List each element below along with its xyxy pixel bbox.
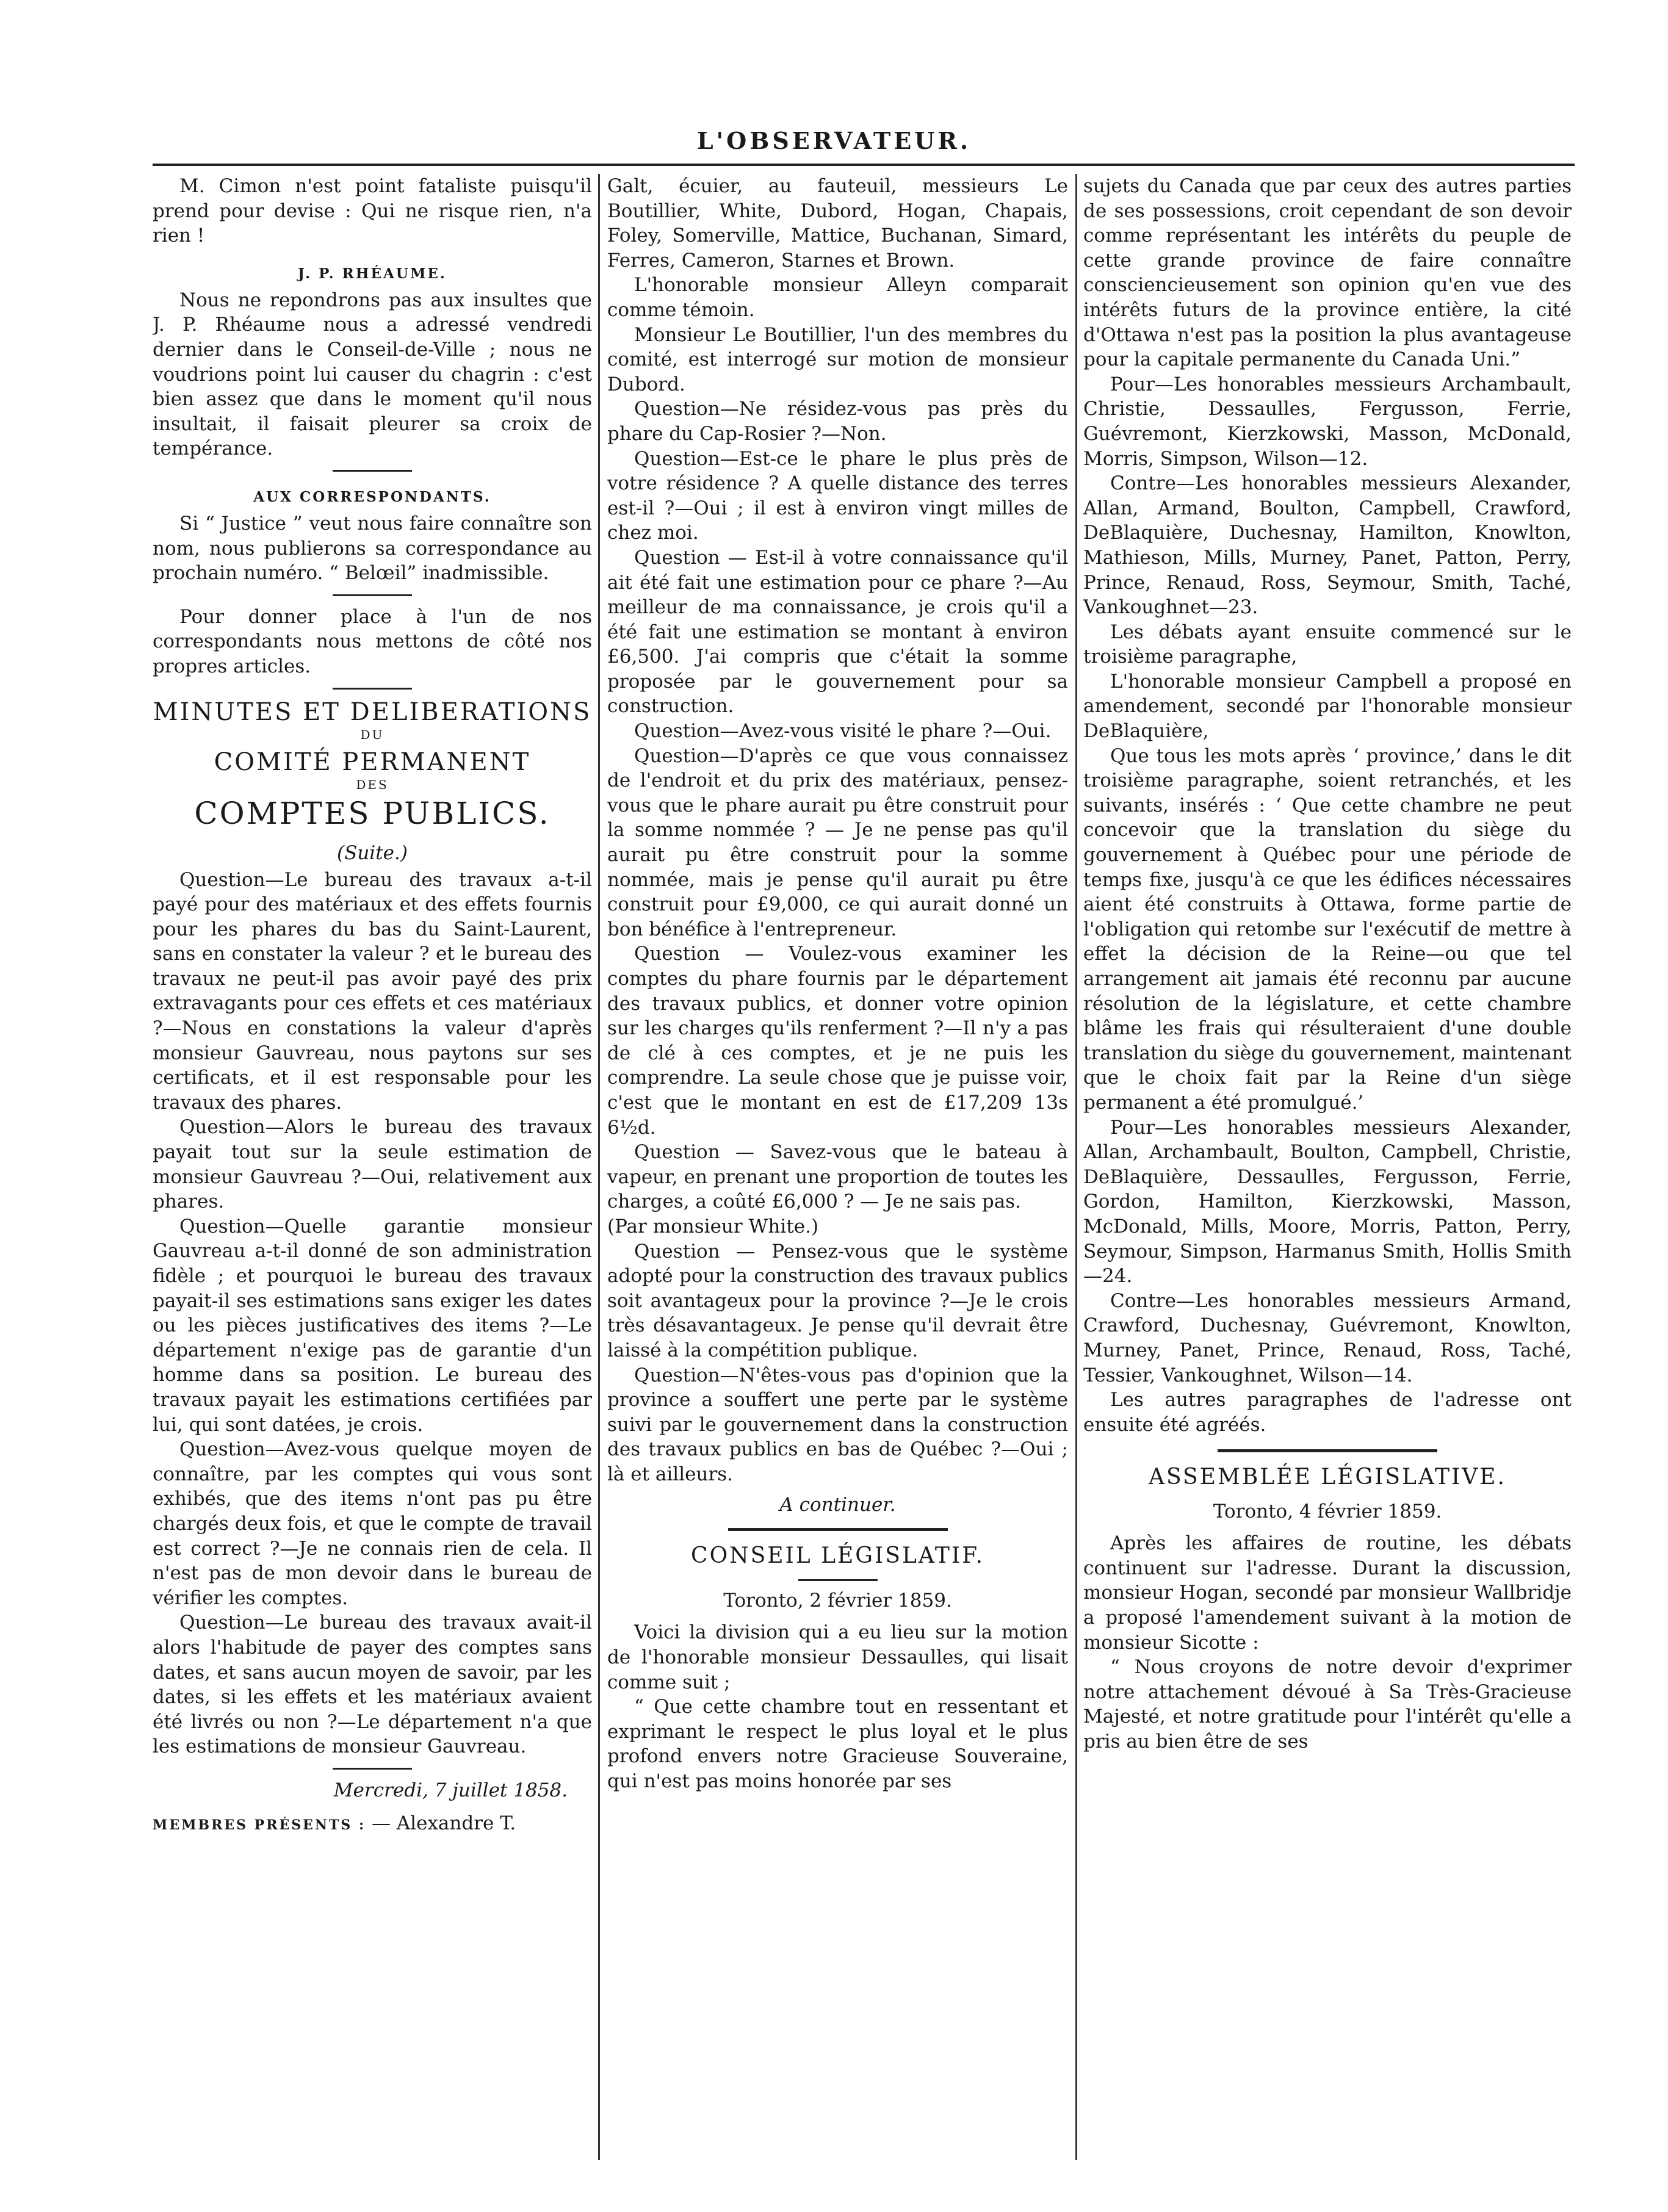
question-paragraph: Question—Alors le bureau des travaux payait tout sur la seule estimation de monsieur Gauvreau ?—Oui, relativement aux phares.	[153, 1116, 592, 1213]
place-paragraph: Pour donner place à l'un de nos correspondants nous mettons de côté nos propres articles.	[153, 605, 592, 677]
continued-paragraph: Galt, écuier, au fauteuil, messieurs Le Boutillier, White, Dubord, Hogan, Chapais, Foley, Somerville, Mattice, Buchanan, Simard, Ferres, Cameron, Starnes et Brown.	[607, 175, 1068, 272]
vote-paragraph: Pour—Les honorables messieurs Archambault, Christie, Dessaulles, Fergusson, Ferrie, Guévremont, Kierzkowski, Masson, McDonald, Morris, Simpson, Wilson—12.	[1083, 373, 1572, 470]
minutes-heading: MINUTES ET DELIBERATIONS	[153, 697, 592, 726]
continuer-label: A continuer.	[779, 1494, 896, 1516]
correspondants-heading: AUX CORRESPONDANTS.	[253, 488, 491, 505]
assemblee-paragraph: “ Nous croyons de notre devoir d'exprimer notre attachement dévoué à Sa Très-Gracieuse Majesté, et notre gratitude pour l'intérêt qu'elle a pris au bien être de ses	[1083, 1656, 1572, 1753]
column-divider-2	[1075, 174, 1077, 2160]
debate-paragraph: L'honorable monsieur Campbell a proposé en amendement, secondé par l'honorable monsieur DeBlaquière,	[1083, 670, 1572, 743]
vote-paragraph: Contre—Les honorables messieurs Armand, Crawford, Duchesnay, Guévremont, Knowlton, Murney, Panet, Prince, Renaud, Ross, Taché, Tessier, Vankoughnet, Wilson—14.	[1083, 1289, 1572, 1386]
du-heading: DU	[360, 727, 385, 742]
question-paragraph: Question—N'êtes-vous pas d'opinion que la province a souffert une perte par le système suivi par le gouvernement dans la construction des travaux publics en bas de Québec ?—Oui ; là et ailleurs.	[607, 1364, 1068, 1485]
question-paragraph: Question—Quelle garantie monsieur Gauvreau a-t-il donné de son administration fidèle ; et pourquoi le bureau des travaux payait-il ses estimations sans exiger les dates ou les pièces justificatives des items ?—Le département n'exige pas de garantie d'un homme dans sa position. Le bureau des travaux payait les estimations certifiées par lui, qui sont datées, je crois.	[153, 1215, 592, 1436]
divider	[798, 1579, 878, 1581]
question-paragraph: Question—Est-ce le phare le plus près de votre résidence ? A quelle distance des terres est-il ?—Oui ; il est à environ vingt milles de chez moi.	[607, 447, 1068, 544]
membres-text: — Alexandre T.	[371, 1812, 516, 1834]
question-paragraph: Question—Le bureau des travaux avait-il alors l'habitude de payer des comptes sans dates, et sans aucun moyen de savoir, par les dates, si les effets et les matériaux avaient été livrés ou non ?—Le département n'a que les estimations de monsieur Gauvreau.	[153, 1612, 592, 1758]
debate-paragraph: Les autres paragraphes de l'adresse ont ensuite été agréés.	[1083, 1389, 1572, 1436]
column-1	[153, 174, 592, 2212]
question-paragraph: Question—D'après ce que vous connaissez de l'endroit et du prix des matériaux, pensez-vous que le phare aurait pu être construit pour la somme nommée ? — Je ne pense pas qu'il aurait pu être construit pour la somme nommée, mais je pense qu'il aurait pu être construit pour £9,000, ce qui aurait donné un bon bénéfice à l'entrepreneur.	[607, 744, 1068, 940]
conseil-date: Toronto, 2 février 1859.	[723, 1590, 952, 1612]
correspondants-paragraph: Si “ Justice ” veut nous faire connaître son nom, nous publierons sa correspondance au prochain numéro. “ Belœil” inadmissible.	[153, 512, 592, 585]
question-paragraph: Question — Pensez-vous que le système adopté pour la construction des travaux publics soit avantageux pour la province ?—Je le crois très désavantageux. Je pense qu'il devrait être laissé à la compétition publique.	[607, 1240, 1068, 1361]
rheaume-heading: J. P. RHÉAUME.	[298, 265, 447, 282]
question-paragraph: Question—Avez-vous quelque moyen de connaître, par les comptes qui vous sont exhibés, que des items n'ont pas pu être chargés deux fois, et que le compte de travail est correct ?—Je ne connais rien de cela. Il n'est pas de mon devoir dans le bureau de vérifier les comptes.	[153, 1438, 592, 1609]
assemblee-date: Toronto, 4 février 1859.	[1213, 1500, 1442, 1523]
question-paragraph: Question — Savez-vous que le bateau à vapeur, en prenant une proportion de toutes les charges, a coûté £6,000 ? — Je ne sais pas.	[607, 1141, 1068, 1213]
par-white-label: (Par monsieur White.)	[607, 1215, 819, 1237]
masthead-title: L'OBSERVATEUR.	[696, 127, 972, 154]
question-paragraph: Question—Ne résidez-vous pas près du phare du Cap-Rosier ?—Non.	[607, 398, 1068, 445]
column-divider-1	[598, 174, 600, 2160]
testimony-paragraph: Monsieur Le Boutillier, l'un des membres du comité, est interrogé sur motion de monsieur Dubord.	[607, 323, 1068, 395]
session-date: Mercredi, 7 juillet 1858.	[333, 1779, 568, 1801]
section-divider	[1218, 1449, 1437, 1452]
debate-paragraph: Les débats ayant ensuite commencé sur le troisième paragraphe,	[1083, 621, 1572, 668]
question-paragraph: Question — Voulez-vous examiner les comptes du phare fournis par le département des travaux publics, et donner votre opinion sur les charges qu'ils renferment ?—Il n'y a pas de clé à ces comptes, et je ne puis les comprendre. La seule chose que je puisse voir, c'est que le montant en est de £17,209 13s 6½d.	[607, 943, 1068, 1139]
divider	[333, 688, 412, 690]
conseil-heading: CONSEIL LÉGISLATIF.	[691, 1543, 984, 1569]
column-3	[1083, 174, 1572, 2212]
top-rule	[153, 164, 1575, 166]
divider	[333, 594, 412, 596]
conseil-paragraph: Voici la division qui a eu lieu sur la motion de l'honorable monsieur Dessaulles, qui lisait comme suit ;	[607, 1621, 1068, 1693]
question-paragraph: Question—Avez-vous visité le phare ?—Oui.	[634, 720, 1052, 743]
divider	[333, 1768, 412, 1770]
conseil-paragraph: “ Que cette chambre tout en ressentant et exprimant le respect le plus loyal et le plus profond envers notre Gracieuse Souveraine, qui n'est pas moins honorée par ses	[607, 1696, 1068, 1793]
comite-heading: COMITÉ PERMANENT	[214, 748, 531, 776]
assemblee-heading: ASSEMBLÉE LÉGISLATIVE.	[1149, 1464, 1506, 1490]
column-2	[607, 174, 1068, 2212]
amendment-paragraph: Que tous les mots après ‘ province,’ dans le dit troisième paragraphe, soient retranchés, et les suivants, insérés : ‘ Que cette chambre ne peut concevoir que la translation du siège du gouvernement à Québec pour une période de temps fixe, jusqu'à ce que les édifices nécessaires aient été construits à Ottawa, forme partie de l'obligation qui retombe sur l'exécutif de mettre à effet la décision de la Reine—ou que tel arrangement ait jamais été reconnu par aucune résolution de la législature, et cette chambre blâme les frais qui résulteraient d'une double translation du siège du gouvernement, maintenant que le choix fait par la Reine d'un siège permanent a été promulgué.’	[1083, 744, 1572, 1114]
comptes-heading: COMPTES PUBLICS.	[194, 795, 551, 831]
vote-paragraph: Contre—Les honorables messieurs Alexander, Allan, Armand, Boulton, Campbell, Crawford, DeBlaquière, Duchesnay, Hamilton, Knowlton, Mathieson, Mills, Murney, Panet, Patton, Perry, Prince, Renaud, Ross, Seymour, Smith, Taché, Vankoughnet—23.	[1083, 472, 1572, 619]
rheaume-paragraph: Nous ne repondrons pas aux insultes que J. P. Rhéaume nous a adressé vendredi dernier dans le Conseil-de-Ville ; nous ne voudrions point lui causer du chagrin : c'est bien assez que dans le moment qu'il nous insultait, il faisait pleurer sa croix de tempérance.	[153, 289, 592, 460]
vote-paragraph: Pour—Les honorables messieurs Alexander, Allan, Archambault, Boulton, Campbell, Christie, DeBlaquière, Dessaulles, Fergusson, Ferrie, Gordon, Hamilton, Kierzkowski, Masson, McDonald, Mills, Moore, Morris, Patton, Perry, Seymour, Simpson, Harmanus Smith, Hollis Smith—24.	[1083, 1116, 1572, 1288]
section-divider	[728, 1528, 948, 1531]
membres-presents	[153, 1811, 592, 1838]
divider	[333, 470, 412, 472]
question-paragraph: Question—Le bureau des travaux a-t-il payé pour des matériaux et des effets fournis pour les phares du bas du Saint-Laurent, sans en constater la valeur ? et le bureau des travaux ne peut-il pas avoir payé des prix extravagants pour ces effets et ces matériaux ?—Nous en constations la valeur d'après monsieur Gauvreau, nous paytons sur ses certificats, et il est responsable pour les travaux des phares.	[153, 868, 592, 1114]
testimony-paragraph: L'honorable monsieur Alleyn comparait comme témoin.	[607, 274, 1068, 321]
cimon-paragraph: M. Cimon n'est point fataliste puisqu'il prend pour devise : Qui ne risque rien, n'a rien !	[153, 175, 592, 247]
question-paragraph: Question — Est-il à votre connaissance qu'il ait été fait une estimation pour ce phare ?—Au meilleur de ma connaissance, je crois qu'il a été fait une estimation se montant à environ £6,500. J'ai compris que c'était la somme proposée par le gouvernement pour sa construction.	[607, 546, 1068, 718]
des-heading: DES	[356, 777, 389, 792]
assemblee-paragraph: Après les affaires de routine, les débats continuent sur l'adresse. Durant la discussion, monsieur Hogan, secondé par monsieur Wallbridje a proposé l'amendement suivant à la motion de monsieur Sicotte :	[1083, 1532, 1572, 1654]
membres-label: MEMBRES PRÉSENTS :	[153, 1817, 366, 1833]
suite-label: (Suite.)	[337, 841, 408, 864]
continued-paragraph: sujets du Canada que par ceux des autres parties de ses possessions, croit cependant de son devoir comme représentant les intérêts du peuple de cette grande province de faire connaître consciencieusement son opinion qu'en vue des intérêts futurs de la province entière, la cité d'Ottawa n'est pas la position la plus avantageuse pour la capitale permanente du Canada Uni.”	[1083, 175, 1572, 371]
